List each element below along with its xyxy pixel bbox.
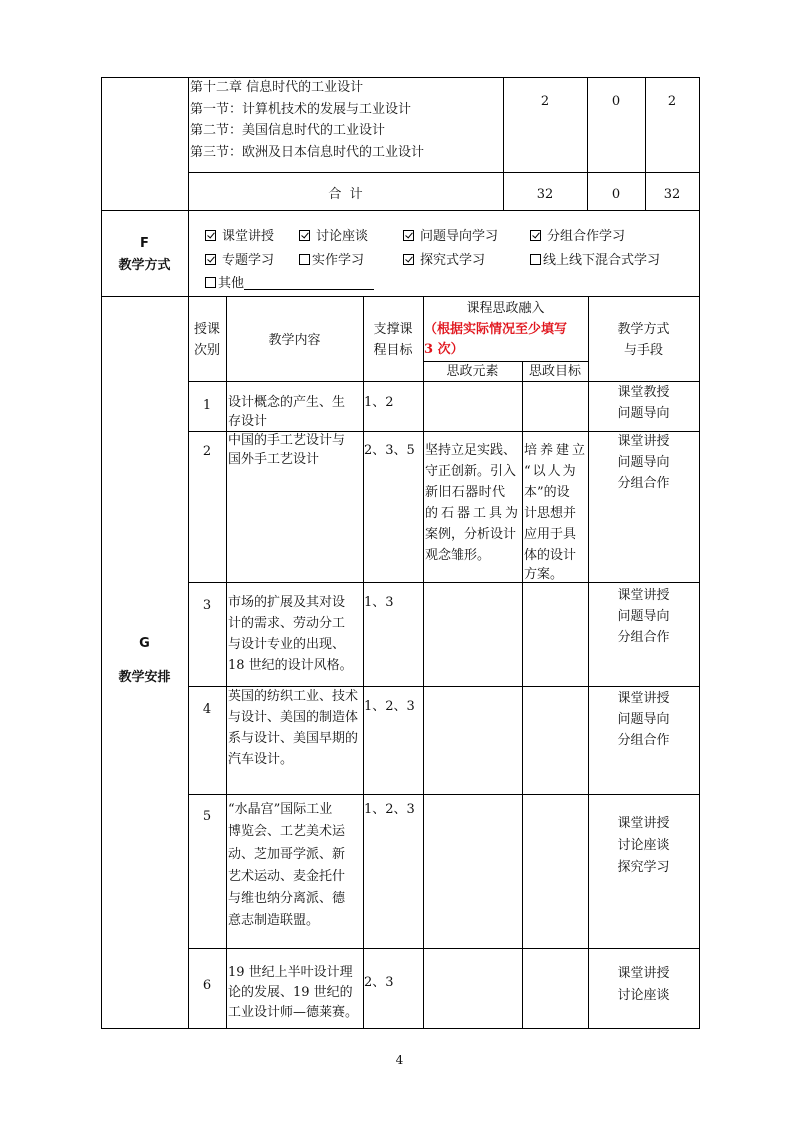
row-element-line: 守正创新。引入 bbox=[425, 464, 517, 479]
row-method-line: 问题导向 bbox=[617, 455, 670, 470]
method-option-discussion[interactable]: 讨论座谈 bbox=[299, 227, 368, 247]
chapter-practice-hours: 0 bbox=[611, 94, 621, 109]
row-element-line: 观念雏形。 bbox=[425, 548, 491, 563]
summary-theory: 32 bbox=[536, 187, 554, 202]
row-method-line: 问题导向 bbox=[617, 712, 670, 727]
method-option-inquiry[interactable]: 探究式学习 bbox=[403, 251, 485, 271]
row-content-line: 计的需求、劳动分工 bbox=[228, 616, 346, 631]
row-objective: 1、2 bbox=[364, 395, 394, 410]
row-objective: 1、3 bbox=[364, 595, 394, 610]
row-number: 5 bbox=[202, 809, 212, 824]
row-content-line: 动、芝加哥学派、新 bbox=[228, 847, 346, 862]
chapter-theory-hours: 2 bbox=[540, 94, 550, 109]
header-ideology-note-2: 3 次） bbox=[424, 342, 464, 357]
header-objective-1: 支撑课 bbox=[373, 322, 413, 337]
row-content-line: 意志制造联盟。 bbox=[228, 913, 320, 928]
checkbox-empty-icon[interactable] bbox=[530, 254, 541, 265]
checkbox-checked-icon[interactable] bbox=[205, 230, 216, 241]
section-g-letter: G bbox=[139, 636, 150, 651]
row-content-line: 存设计 bbox=[228, 414, 268, 429]
header-content: 教学内容 bbox=[268, 333, 321, 348]
row-element-line: 坚持立足实践、 bbox=[425, 443, 517, 458]
row-goal-line: 本”的设 bbox=[524, 485, 570, 500]
summary-total: 32 bbox=[663, 187, 681, 202]
row-method-line: 分组合作 bbox=[617, 476, 670, 491]
row-method-line: 探究学习 bbox=[617, 860, 670, 875]
row-method-line: 课堂教授 bbox=[617, 385, 670, 400]
row-method-line: 课堂讲授 bbox=[617, 588, 670, 603]
header-session-2: 次别 bbox=[193, 343, 220, 358]
row-objective: 1、2、3 bbox=[364, 802, 415, 817]
method-option-practical[interactable]: 实作学习 bbox=[299, 251, 364, 271]
row-content-line: 系与设计、美国早期的 bbox=[228, 731, 359, 746]
row-number: 3 bbox=[202, 598, 212, 613]
summary-label: 合 计 bbox=[328, 187, 363, 202]
checkbox-empty-icon[interactable] bbox=[205, 277, 216, 288]
row-method-line: 分组合作 bbox=[617, 733, 670, 748]
row-method-line: 问题导向 bbox=[617, 406, 670, 421]
row-content-line: 与设计、美国的制造体 bbox=[228, 710, 359, 725]
row-method-line: 分组合作 bbox=[617, 630, 670, 645]
checkbox-empty-icon[interactable] bbox=[299, 254, 310, 265]
other-input-line[interactable] bbox=[244, 275, 374, 290]
chapter-title: 第十二章 信息时代的工业设计 bbox=[190, 80, 364, 95]
row-number: 4 bbox=[202, 702, 212, 717]
row-content-line: “水晶宫”国际工业 bbox=[228, 802, 333, 817]
method-option-problem[interactable]: 问题导向学习 bbox=[403, 227, 498, 247]
method-option-other[interactable]: 其他 bbox=[205, 274, 374, 294]
chapter-total-hours: 2 bbox=[667, 94, 677, 109]
row-content-line: 与设计专业的出现、 bbox=[228, 637, 346, 652]
section-f-label: 教学方式 bbox=[118, 258, 171, 273]
header-method-2: 与手段 bbox=[623, 343, 663, 358]
row-content-line: 中国的手工艺设计与 bbox=[228, 433, 346, 448]
row-objective: 2、3 bbox=[364, 975, 394, 990]
checkbox-checked-icon[interactable] bbox=[205, 254, 216, 265]
row-goal-line: “以人为 bbox=[524, 464, 578, 479]
chapter-section-3: 第三节：欧洲及日本信息时代的工业设计 bbox=[190, 145, 425, 160]
page-number: 4 bbox=[395, 1053, 404, 1067]
checkbox-checked-icon[interactable] bbox=[530, 230, 541, 241]
row-method-line: 课堂讲授 bbox=[617, 966, 670, 981]
row-content-line: 汽车设计。 bbox=[228, 752, 294, 767]
summary-practice: 0 bbox=[611, 187, 621, 202]
header-ideology-note-1: （根据实际情况至少填写 bbox=[424, 322, 568, 337]
row-method-line: 课堂讲授 bbox=[617, 434, 670, 449]
checkbox-checked-icon[interactable] bbox=[403, 230, 414, 241]
method-option-lecture[interactable]: 课堂讲授 bbox=[205, 227, 274, 247]
row-method-line: 问题导向 bbox=[617, 609, 670, 624]
row-number: 1 bbox=[202, 398, 212, 413]
method-option-topic[interactable]: 专题学习 bbox=[205, 251, 274, 271]
row-content-line: 博览会、工艺美术运 bbox=[228, 824, 346, 839]
row-method-line: 课堂讲授 bbox=[617, 816, 670, 831]
row-goal-line: 方案。 bbox=[524, 567, 564, 582]
chapter-section-2: 第二节：美国信息时代的工业设计 bbox=[190, 123, 386, 138]
header-method-1: 教学方式 bbox=[617, 322, 670, 337]
row-goal-line: 计思想并 bbox=[524, 506, 577, 521]
row-content-line: 论的发展、19 世纪的 bbox=[228, 985, 353, 1000]
row-method-line: 讨论座谈 bbox=[617, 838, 670, 853]
header-session-1: 授课 bbox=[193, 322, 220, 337]
row-content-line: 英国的纺织工业、技术 bbox=[228, 689, 359, 704]
header-goal: 思政目标 bbox=[528, 364, 581, 379]
header-element: 思政元素 bbox=[446, 364, 499, 379]
header-ideology: 课程思政融入 bbox=[466, 301, 545, 316]
checkbox-checked-icon[interactable] bbox=[403, 254, 414, 265]
section-g-label: 教学安排 bbox=[118, 670, 171, 685]
row-goal-line: 体的设计 bbox=[524, 548, 577, 563]
row-content-line: 工业设计师—德莱赛。 bbox=[228, 1005, 359, 1020]
row-content-line: 市场的扩展及其对设 bbox=[228, 595, 346, 610]
row-number: 6 bbox=[202, 978, 212, 993]
section-f-letter: F bbox=[140, 236, 149, 251]
row-objective: 2、3、5 bbox=[364, 443, 415, 458]
row-method-line: 课堂讲授 bbox=[617, 691, 670, 706]
chapter-section-1: 第一节：计算机技术的发展与工业设计 bbox=[190, 102, 412, 117]
row-method-line: 讨论座谈 bbox=[617, 988, 670, 1003]
row-element-line: 的石器工具为 bbox=[425, 506, 522, 521]
row-element-line: 新旧石器时代 bbox=[425, 485, 506, 500]
row-content-line: 18 世纪的设计风格。 bbox=[228, 658, 353, 673]
row-objective: 1、2、3 bbox=[364, 699, 415, 714]
method-option-group[interactable]: 分组合作学习 bbox=[530, 227, 625, 247]
row-content-line: 设计概念的产生、生 bbox=[228, 395, 346, 410]
row-content-line: 与维也纳分离派、德 bbox=[228, 891, 346, 906]
row-content-line: 国外手工艺设计 bbox=[228, 452, 320, 467]
row-element-line: 案例，分析设计 bbox=[425, 527, 517, 542]
row-goal-line: 应用于具 bbox=[524, 527, 577, 542]
row-goal-line: 培养建立 bbox=[524, 443, 589, 458]
method-option-blended[interactable]: 线上线下混合式学习 bbox=[530, 251, 660, 271]
checkbox-checked-icon[interactable] bbox=[299, 230, 310, 241]
header-objective-2: 程目标 bbox=[373, 343, 413, 358]
row-number: 2 bbox=[202, 444, 212, 459]
row-content-line: 艺术运动、麦金托什 bbox=[228, 869, 346, 884]
row-content-line: 19 世纪上半叶设计理 bbox=[228, 965, 353, 980]
